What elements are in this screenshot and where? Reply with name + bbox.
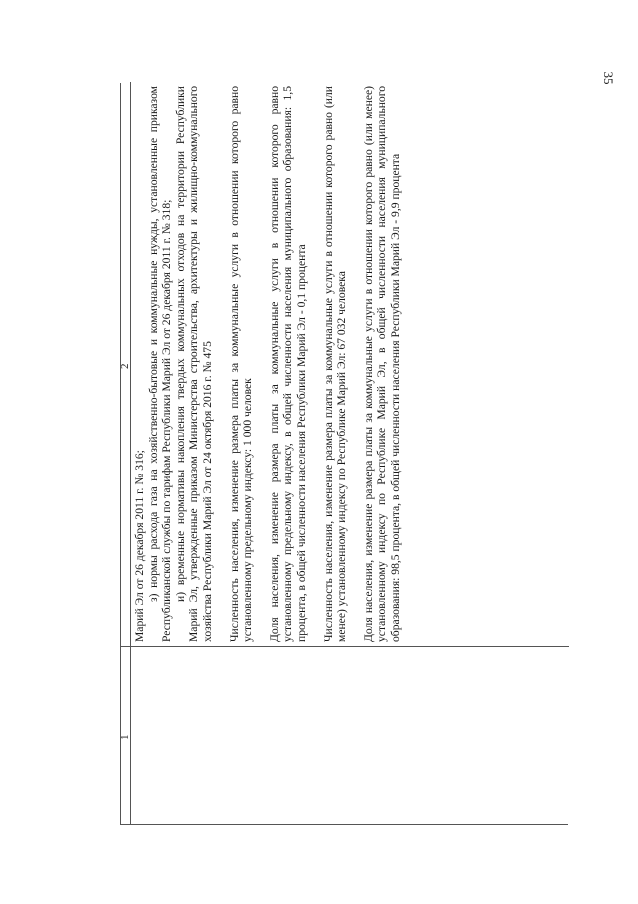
table-cell-content bbox=[133, 86, 403, 642]
table-header-row bbox=[121, 82, 131, 824]
paragraph: Численность населения, изменение размера платы за коммунальные услуги в отношении которого равно (или менее) установленному индексу по Республике Марий Эл: 67 032 человека bbox=[321, 86, 349, 642]
paragraph: Доля населения, изменение размера платы за коммунальные услуги в отношении которого равно (или менее) установленному индексу по Республике Марий Эл, в общей численности населения муниципального образования: 98,5 процента, в общей численности населения Республики Марий Эл - 9,9 процента bbox=[361, 86, 402, 642]
paragraph: Численность населения, изменение размера платы за коммунальные услуги в отношении которого равно установленному предельному индексу: 1 000 человек bbox=[227, 86, 255, 642]
column-divider bbox=[121, 646, 569, 647]
paragraph: з) нормы расхода газа на хозяйственно-бытовые и коммунальные нужды, установленные приказом Республиканской службы по тарифам Республики Марий Эл от 26 декабря 2011 г. № 318; bbox=[146, 86, 174, 642]
document-table bbox=[120, 83, 568, 825]
page-number: 35 bbox=[601, 71, 616, 85]
column-header-1: 1 bbox=[119, 734, 131, 740]
rotated-page-content bbox=[120, 83, 568, 825]
paragraph: и) временные нормативы накопления твердых коммунальных отходов на территории Республики Марий Эл, утвержденные приказом Министерства строительства, архитектуры и жилищно-коммунального хозяйства Республики Марий Эл от 24 октября 2016 г. № 475 bbox=[173, 86, 214, 642]
paragraph: Марий Эл от 26 декабря 2011 г. № 316; bbox=[133, 450, 146, 642]
column-header-2: 2 bbox=[119, 363, 131, 369]
paragraph: Доля населения, изменение размера платы за коммунальные услуги в отношении которого равно установленному предельному индексу, в общей численности населения муниципального образования: 1,5 процента, в общей численности населения Республики Марий Эл - 0,1 процента bbox=[267, 86, 308, 642]
